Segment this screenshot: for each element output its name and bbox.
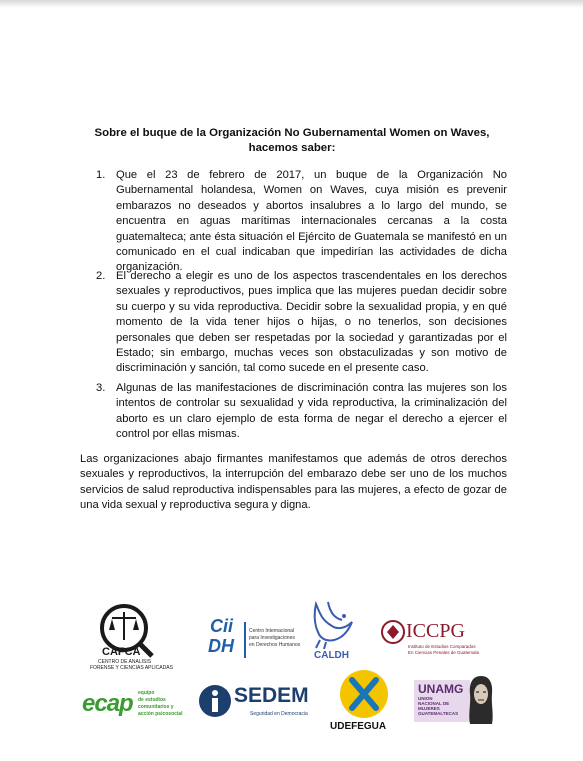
ecap-line2: de estudios — [138, 697, 166, 703]
ecap-logo — [82, 684, 182, 724]
unamg-line4: GUATEMALTECAS — [418, 711, 459, 716]
item-text: Que el 23 de febrero de 2017, un buque de la Organización No Gubernamental holandesa, Women on Waves, cuya misión es prevenir embarazos no deseados y abortos insalubres a lo largo del mundo, se encuentra en aguas marítimas internacionales cercanas a la costa guatemalteca; ante ésta situación el Ejército de Guatemala se manifestó en un comunicado en el cual indicaban que impedirían las actividades de dicha organización. — [116, 169, 507, 274]
cafca-logo — [88, 600, 176, 672]
emblem-icon — [380, 618, 406, 646]
iccpg-name: ICCPG — [406, 620, 465, 642]
unamg-line1: UNION — [418, 696, 433, 701]
ciidh-name-top: Cii — [210, 616, 234, 636]
item-number: 3. — [96, 382, 106, 394]
ecap-name: ecap — [82, 690, 133, 717]
dove-icon — [308, 598, 360, 650]
circle-emblem-icon — [330, 668, 398, 722]
caldh-logo — [308, 598, 360, 662]
item-number: 2. — [96, 270, 106, 282]
page-top-shadow — [0, 0, 583, 8]
ciidh-divider — [244, 622, 246, 658]
ciidh-logo — [208, 616, 301, 662]
iccpg-logo — [378, 612, 488, 662]
document-title: Sobre el buque de la Organización No Gubernamental Women on Waves, hacemos saber: — [94, 127, 490, 154]
iccpg-line2: En Ciencias Penales de Guatemala — [408, 650, 480, 655]
item-number: 1. — [96, 169, 106, 181]
udefegua-name: UDEFEGUA — [330, 721, 387, 732]
sedem-name: SEDEM — [234, 684, 309, 707]
cafca-line2: FORENSE Y CIENCIAS APLICADAS — [90, 665, 173, 671]
woman-portrait-icon — [466, 672, 496, 726]
ecap-line3: comunitarios y — [138, 704, 174, 710]
unamg-name: UNAMG — [418, 682, 464, 696]
ciidh-name-bottom: DH — [208, 636, 234, 656]
item-text: El derecho a elegir es uno de los aspectos trascendentales en los derechos sexuales y reproductivos, pues implica que las mujeres puedan decidir sobre su cuerpo y su vida reproductiva. Decidir sobre la sexualidad propia, y en qué momento de la vida tener hijos o hijas, o no tenerlos, son decisiones personales que deben ser respetadas por la sociedad y garantizadas por el Estado; sin embargo, muchas veces son obstaculizadas y son motivo de discriminación y sanción, tal como sucede en el presente caso. — [116, 270, 507, 375]
sedem-tagline: Seguridad en Democracia — [250, 711, 308, 717]
iccpg-line1: Instituto de Estudios Comparados — [408, 644, 476, 649]
caldh-name: CALDH — [314, 650, 349, 661]
ciidh-line2: para Investigaciones — [249, 635, 295, 641]
item-text: Algunas de las manifestaciones de discriminación contra las mujeres son los intentos de controlar su sexualidad y vida reproductiva, la criminalización del aborto es un claro ejemplo de esta forma de negar el derecho a ejercer el control por ellas mismas. — [116, 382, 507, 441]
closing-paragraph: Las organizaciones abajo firmantes manifestamos que además de otros derechos sexuales y reproductivos, la interrupción del embarazo debe ser uno de los muchos servicios de salud reproductiva indispensables para las mujeres, a efecto de gozar de una vida sexual y reproductiva segura y digna. — [80, 453, 507, 512]
sedem-logo — [198, 682, 314, 724]
udefegua-logo — [330, 668, 398, 734]
ciidh-line3: en Derechos Humanos — [249, 642, 301, 648]
ciidh-line1: Centro Internacional — [249, 628, 295, 634]
ecap-line1: equipo — [138, 690, 155, 696]
unamg-logo — [414, 672, 496, 728]
cafca-line1: CENTRO DE ANALISIS — [98, 659, 152, 665]
cafca-name: CAFCA — [102, 646, 141, 658]
ecap-line4: acción psicosocial — [138, 711, 183, 717]
info-circle-icon — [198, 684, 232, 718]
unamg-line3: MUJERES — [418, 706, 440, 711]
unamg-line2: NACIONAL DE — [418, 701, 450, 706]
